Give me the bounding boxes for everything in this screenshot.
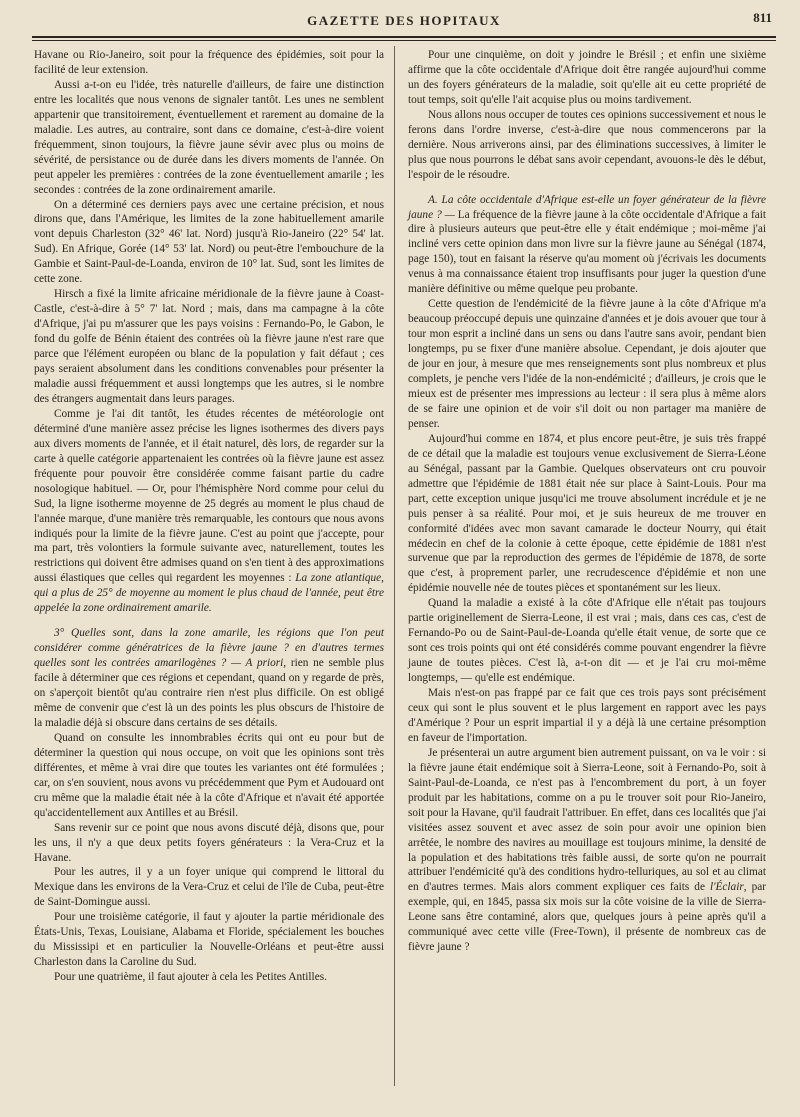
paragraph [408,746,766,955]
section-heading: A. La côte occidentale d'Afrique est-elle un foyer générateur de la fièvre jaune ? — [408,193,766,221]
header-rule-thick [32,36,776,38]
left-column [34,48,384,985]
publication-title: GAZETTE DES HOPITAUX [307,13,501,28]
paragraph: Havane ou Rio-Janeiro, soit pour la fréquence des épidémies, soit pour la facilité de leur extension. [34,49,384,76]
paragraph: Sans revenir sur ce point que nous avons discuté déjà, disons que, pour les uns, il n'y a que deux petits foyers générateurs : la Vera-Cruz et la Havane. [34,821,384,864]
header-rule-thin [32,40,776,41]
column-divider [394,46,395,1086]
paragraph: Mais n'est-on pas frappé par ce fait que ces trois pays sont précisément ceux qui sont le plus souvent et le plus largement en rapport avec les pays d'Amérique ? Pour un esprit impartial il y a déjà là une certaine présomption en faveur de l'importation. [408,687,766,744]
paragraph [34,407,384,616]
paragraph: On a déterminé ces derniers pays avec une certaine précision, et nous dirons que, dans l'Amérique, les limites de la zone habituellement amarile vont depuis Charleston (32° 46' lat. Nord) jusqu'à Rio-Janeiro (22° 54' lat. Sud). En Afrique, Gorée (14° 53' lat. Nord) ou peut-être l'embouchure de la Gambie et Saint-Paul-de-Loanda, environ de 10° lat. Sud, sont les limites de cette zone. [34,198,384,286]
paragraph: Pour une quatrième, il faut ajouter à cela les Petites Antilles. [54,971,327,984]
paragraph: Pour les autres, il y a un foyer unique qui comprend le littoral du Mexique dans les environs de la Vera-Cruz et celui de l'île de Cuba, peut-être de Saint-Domingue aussi. [34,866,384,909]
paragraph: Pour une troisième catégorie, il faut y ajouter la partie méridionale des États-Unis, Texas, Louisiane, Alabama et Floride, spécialement les bouches du Mississipi et en particulier la Nouvelle-Orléans et peut-être aussi Charleston dans la Caroline du Sud. [34,911,384,969]
paragraph: Quand on consulte les innombrables écrits qui ont eu pour but de déterminer la question qui nous occupe, on voit que les opinions sont très différentes, et même à vrai dire que toutes les variantes ont été formulées ; car, on s'en souvient, nous avons vu précédemment que Pym et Audouard ont cru même que la maladie était née à la côte d'Afrique et n'avait été apportée qu'accidentellement aux Antilles et au Brésil. [34,731,384,819]
paragraph-text: Comme je l'ai dit tantôt, les études récentes de météorologie ont déterminé d'une manière assez précise les lignes isothermes des divers pays aux divers moments de l'année, et il était naturel, dès lors, de regarder sur la carte à quelle catégorie appartenaient les contrées où la fièvre jaune est assez fréquente pour pouvoir être considérée comme faisant partie du cadre nosologique habituel. — Or, pour l'hémisphère Nord comme pour celui du Sud, la ligne isotherme moyenne de 25 degrés au moment le plus chaud de l'année marque, d'une manière très remarquable, les contours que nous avons indiqués pour la limite de la fièvre jaune. C'est au point que j'accepte, pour ma part, très volontiers la formule suivante avec, naturellement, toutes les restrictions qui doivent être admises quand on s'en tient à des approximations aussi élastiques que celles qui regardent les moyennes : [34,407,384,585]
paragraph-text: rien ne semble plus facile à déterminer que ces régions et cependant, quand on y regarde de près, on s'aperçoit bientôt qu'au contraire rien n'est plus difficile. On est obligé même de convenir que c'est là un des points les plus obscurs de l'histoire de la maladie déjà si obscure dans certains de ses détails. [34,657,384,729]
paragraph: Nous allons nous occuper de toutes ces opinions successivement et nous le ferons dans l'ordre inverse, c'est-à-dire que nous commencerons par la dernière. Nous arriverons ainsi, par des éliminations successives, à limiter le plus que nous pourrons le débat sans avoir cependant, avouons-le dès le début, l'espoir de le résoudre. [408,108,766,181]
paragraph-text: Je présenterai un autre argument bien autrement puissant, on va le voir : si la fièvre jaune était endémique soit à Sierra-Leone, soit à Fernando-Po, soit à Saint-Paul-de-Loanda, ce n'est pas à l'encombrement du port, à un foyer produit par les habitations, comme on a pu le trouver soit pour Rio-Janeiro, soit pour la Havane, qu'il faudrait l'attribuer. En effet, dans ces localités que j'ai visitées assez souvent et avec assez de soin pour avoir une opinion bien arrêtée, le nombre des navires au mouillage est toujours minime, la densité de la population et des habitations très faible aussi, de sorte qu'on ne pourrait attribuer l'endémicité qu'à des conditions hydro-telluriques, au sol et au climat en d'autres termes. Mais alors comment expliquer ces faits de [408,746,766,894]
paragraph: Aujourd'hui comme en 1874, et plus encore peut-être, je suis très frappé de ce détail que la maladie est toujours venue exclusivement de Sierra-Léone au Sénégal, passant par la Gambie. Quelques observateurs ont cru pouvoir admettre que l'épidémie de 1881 était née sur place à Saint-Louis. Pour ma part, cette exception unique jusqu'ici me trouve absolument incrédule et je ne puis penser à sa réalité. Pour moi, et je suis heureux de me trouver en conformité d'idées avec mon savant camarade le docteur Nourry, qui était médecin en chef de la colonie à cette époque, cette épidémie de 1881 n'est survenue que par la reproduction des germes de l'épidémie de 1878, de sorte que c'est, à proprement parler, une recrudescence d'épidémie et non une épidémie nouvelle née de toutes pièces et spontanément sur les lieux. [408,432,766,595]
paragraph: Aussi a-t-on eu l'idée, très naturelle d'ailleurs, de faire une distinction entre les localités que nous venons de signaler tantôt. Les unes ne semblent appartenir que transitoirement, éventuellement et rarement au domaine de la maladie. Les autres, au contraire, sont dans ce domaine, c'est-à-dire voient fréquemment, sinon toujours, la fièvre jaune sévir avec plus ou moins de sévérité, de persistance ou de durée dans les divers moments de l'année. On peut appeler les premières : contrées de la zone éventuellement amarile ; les secondes : contrées de la zone ordinairement amarile. [34,78,384,196]
paragraph-emphasis: La zone atlantique, qui a plus de 25° de moyenne au moment le plus chaud de l'année, peut être appelée la zone ordinairement amarile. [34,572,384,615]
paragraph: Cette question de l'endémicité de la fièvre jaune à la côte d'Afrique m'a beaucoup préoccupé depuis une quinzaine d'années et je dois avouer que tour à tour mon esprit a incliné dans un sens ou dans l'autre sans avoir, pendant bien longtemps, pu se fixer d'une manière absolue. Cependant, je dois ajouter que de jour en jour, à mesure que mes renseignements sont plus nombreux et plus complets, je penche vers l'idée de la non-endémicité ; d'ailleurs, je crois que le mieux est de présenter mes impressions au lecteur : il sera plus à même alors de se faire une opinion et de voir s'il doit ou non partager ma manière de penser. [408,298,766,430]
page-header [32,10,776,32]
section-heading: 3° Quelles sont, dans la zone amarile, les régions que l'on peut considérer comme génératrices de la fièvre jaune ? en d'autres termes quelles sont les contrées amarilogènes ? — A priori, [34,627,384,670]
ship-name: l'Éclair [709,881,744,894]
paragraph: Quand la maladie a existé à la côte d'Afrique elle n'était pas toujours partie originellement de Sierra-Leone, il est vrai ; mais, dans ces cas, c'est de Fernando-Po ou de Saint-Paul-de-Loanda qu'elle était venue, de sorte que ce sont ces trois points qui ont été considérés comme pouvant engendrer la fièvre jaune de toutes pièces. C'est là, a-t-on dit — et je l'ai cru moi-même longtemps, — qu'elle est endémique. [408,597,766,685]
paragraph-text: , par exemple, qui, en 1845, passa six mois sur la côte voisine de la ville de Sierra-Leone sans être contaminé, alors que, quelques jours à peine après qu'il a communiqué avec cette ville (Free-Town), il présente de nombreux cas de fièvre jaune ? [408,881,766,954]
paragraph: Hirsch a fixé la limite africaine méridionale de la fièvre jaune à Coast-Castle, c'est-à-dire à 5° 7' lat. Nord ; mais, dans ma campagne à la côte d'Afrique, j'ai pu m'assurer que les pays voisins : Fernando-Po, le Gabon, le fond du golfe de Bénin étaient des contrées où la fièvre jaune n'est rare que parce que l'élément européen ou blanc de la population y fait défaut ; ces pays seraient absolument dans les conditions convenables pour présenter la maladie aussi fréquemment et aussi longtemps que les autres, si le nombre des étrangers augmentait dans leurs parages. [34,288,384,405]
section-heading-paragraph [34,626,384,731]
page-number: 811 [753,10,772,25]
paragraph-text: La fréquence de la fièvre jaune à la côte occidentale d'Afrique a fait dire à plusieurs auteurs que peut-être elle y était endémique ; moi-même j'ai incliné vers cette opinion dans mon livre sur la fièvre jaune au Sénégal (1874, page 150), tout en faisant la réserve qu'au moment où j'écrivais les documents venus à ma connaissance étaient trop insuffisants pour juger la question d'une manière définitive ou même quelque peu probante. [408,208,766,296]
right-column [408,48,766,955]
paragraph: Pour une cinquième, on doit y joindre le Brésil ; et enfin une sixième affirme que la côte occidentale d'Afrique doit être rangée aujourd'hui comme un des foyers générateurs de la maladie, soit qu'elle ait eu cette propriété de tout temps, soit qu'elle l'ait acquise plus ou moins tardivement. [408,49,766,106]
section-heading-paragraph [408,193,766,298]
